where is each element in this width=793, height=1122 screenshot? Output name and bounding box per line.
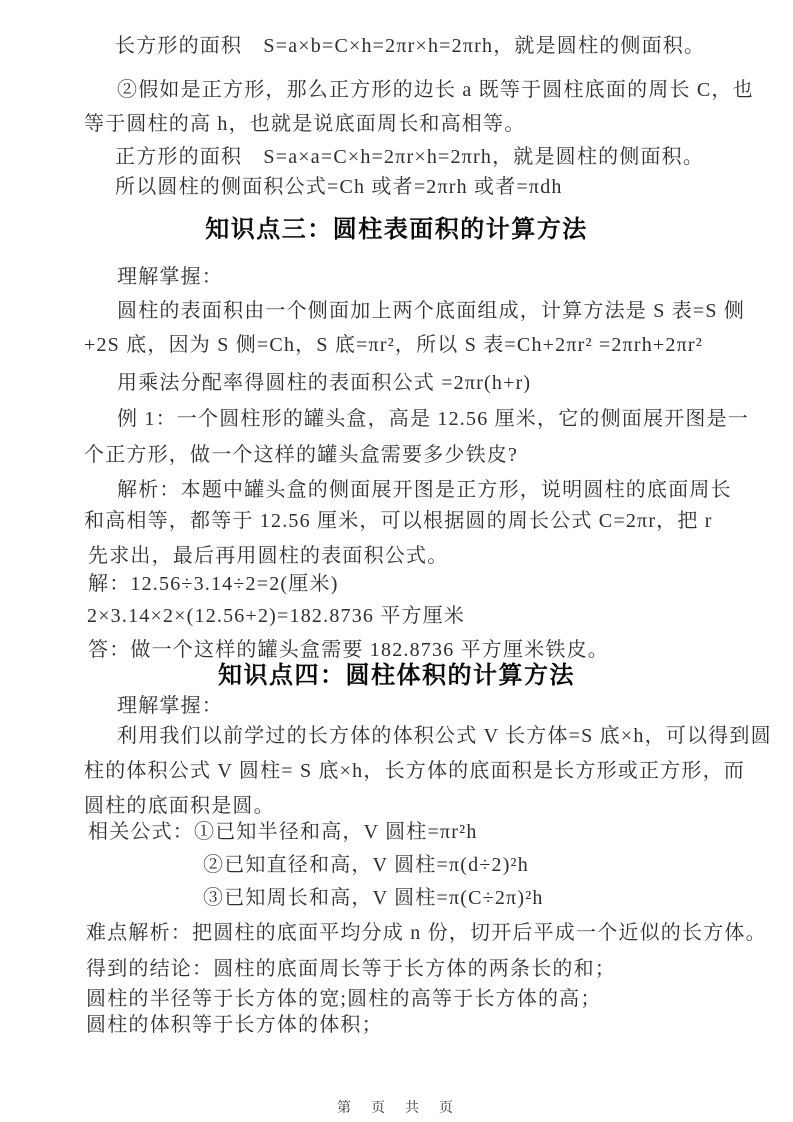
formula-line: 相关公式：①已知半径和高，V 圆柱=πr²h [88, 821, 478, 843]
section-heading-3: 知识点三：圆柱表面积的计算方法 [205, 216, 588, 243]
paragraph-line: 理解掌握： [117, 695, 223, 717]
formula-line: ③已知周长和高，V 圆柱=π(C÷2π)²h [203, 887, 544, 909]
paragraph-line: 先求出，最后再用圆柱的表面积公式。 [88, 545, 449, 567]
paragraph-line: 圆柱的表面积由一个侧面加上两个底面组成，计算方法是 S 表=S 侧 [117, 300, 746, 322]
formula-line: ②已知直径和高，V 圆柱=π(d÷2)²h [203, 854, 529, 876]
paragraph-line: 圆柱的底面积是圆。 [84, 795, 275, 817]
paragraph-line: 得到的结论：圆柱的底面周长等于长方体的两条长的和； [86, 958, 616, 980]
section-heading-4: 知识点四：圆柱体积的计算方法 [218, 662, 575, 689]
paragraph-line: 圆柱的体积等于长方体的体积； [86, 1014, 383, 1036]
answer-line: 答：做一个这样的罐头盒需要 182.8736 平方厘米铁皮。 [88, 639, 609, 661]
paragraph-line: 个正方形，做一个这样的罐头盒需要多少铁皮? [84, 444, 519, 466]
paragraph-line: 正方形的面积 S=a×a=C×h=2πr×h=2πrh，就是圆柱的侧面积。 [115, 146, 705, 168]
paragraph-line: 柱的体积公式 V 圆柱= S 底×h，长方体的底面积是长方形或正方形，而 [84, 760, 745, 782]
paragraph-line: 解析：本题中罐头盒的侧面展开图是正方形，说明圆柱的底面周长 [117, 479, 732, 501]
paragraph-line: 利用我们以前学过的长方体的体积公式 V 长方体=S 底×h，可以得到圆 [117, 725, 772, 747]
solution-line: 解：12.56÷3.14÷2=2(厘米) [88, 573, 339, 595]
paragraph-line: 圆柱的半径等于长方体的宽;圆柱的高等于长方体的高； [86, 988, 602, 1010]
paragraph-line: 长方形的面积 S=a×b=C×h=2πr×h=2πrh，就是圆柱的侧面积。 [115, 35, 706, 57]
paragraph-line: 例 1：一个圆柱形的罐头盒，高是 12.56 厘米，它的侧面展开图是一 [117, 408, 749, 430]
paragraph-line: 和高相等，都等于 12.56 厘米，可以根据圆的周长公式 C=2πr，把 r [84, 510, 713, 532]
page-footer: 第 页 共 页 [337, 1101, 456, 1116]
paragraph-line: ②假如是正方形，那么正方形的边长 a 既等于圆柱底面的周长 C，也 [117, 79, 754, 101]
paragraph-line: 理解掌握： [117, 266, 223, 288]
formula-line: +2S 底，因为 S 侧=Ch，S 底=πr²，所以 S 表=Ch+2πr² =2πrh+2πr² [84, 334, 703, 356]
paragraph-line: 用乘法分配率得圆柱的表面积公式 =2πr(h+r) [117, 372, 532, 394]
paragraph-line: 等于圆柱的高 h，也就是说底面周长和高相等。 [84, 113, 526, 135]
paragraph-line: 难点解析：把圆柱的底面平均分成 n 份，切开后平成一个近似的长方体。 [86, 922, 767, 944]
formula-line: 2×3.14×2×(12.56+2)=182.8736 平方厘米 [87, 605, 466, 627]
paragraph-line: 所以圆柱的侧面积公式=Ch 或者=2πrh 或者=πdh [115, 176, 563, 198]
